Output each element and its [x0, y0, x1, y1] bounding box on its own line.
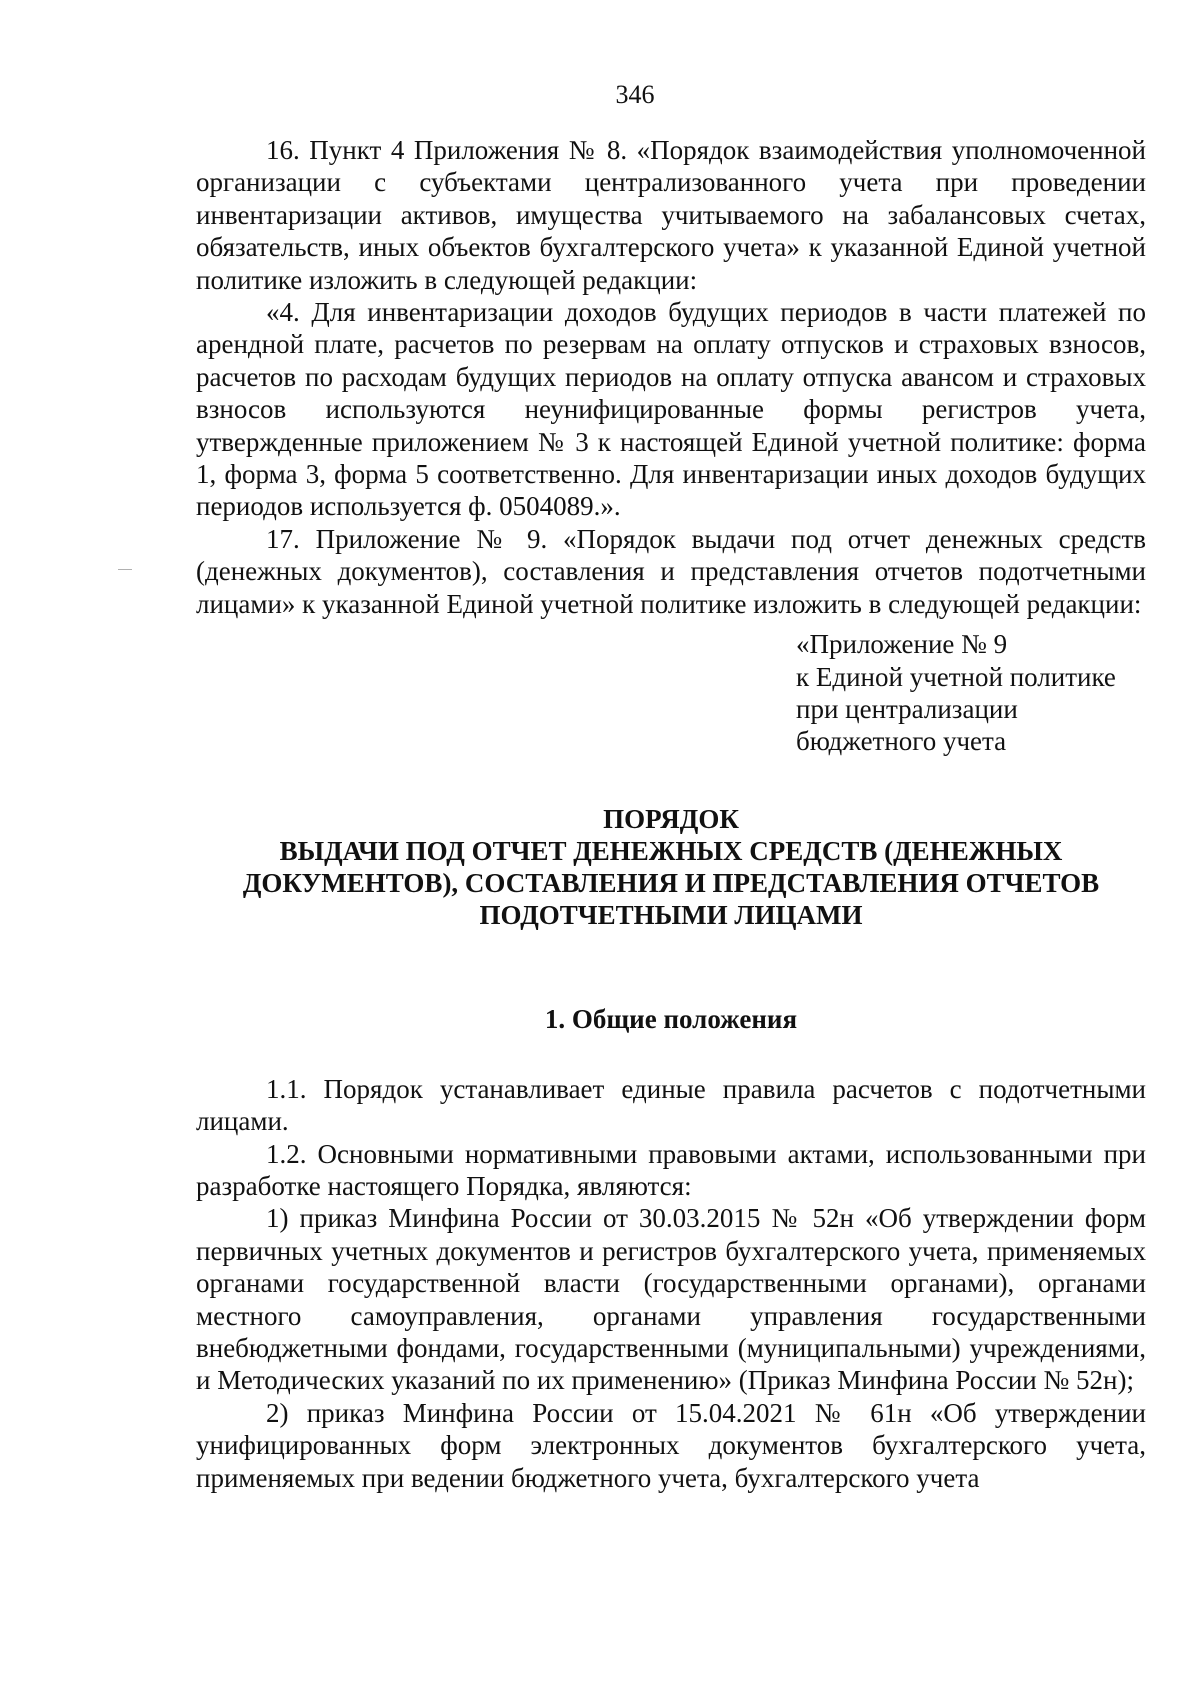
appendix-reference: [796, 628, 1146, 758]
title-line: ДОКУМЕНТОВ), СОСТАВЛЕНИЯ И ПРЕДСТАВЛЕНИЯ ОТЧЕТОВ: [242, 867, 1100, 898]
page-number: 346: [615, 80, 655, 109]
paragraph-16: 16. Пункт 4 Приложения № 8. «Порядок взаимодействия уполномоченной организации с субъектами централизованного учета при проведении инвентаризации активов, имущества учитываемого на забалансовых счетах, обязательств, иных объектов бухгалтерского учета» к указанной Единой учетной политике изложить в следующей редакции:: [196, 135, 1146, 295]
paragraph-1-1: 1.1. Порядок устанавливает единые правила расчетов с подотчетными лицами.: [196, 1073, 1146, 1137]
scan-artifact: [118, 569, 132, 570]
appendix-ref-line: бюджетного учета: [796, 726, 1007, 757]
title-line: ПОРЯДОК: [603, 803, 739, 834]
appendix-ref-line: «Приложение № 9: [796, 629, 1008, 660]
appendix-ref-line: к Единой учетной политике: [796, 661, 1116, 692]
paragraph-17: 17. Приложение № 9. «Порядок выдачи под отчет денежных средств (денежных документов), составления и представления отчетов подотчетными лицами» к указанной Единой учетной политике изложить в следующей редакции:: [196, 523, 1146, 619]
document-title: [196, 803, 1146, 931]
title-line: ВЫДАЧИ ПОД ОТЧЕТ ДЕНЕЖНЫХ СРЕДСТВ (ДЕНЕЖНЫХ: [279, 835, 1063, 866]
document-body: [196, 134, 1146, 1494]
title-line: ПОДОТЧЕТНЫМИ ЛИЦАМИ: [479, 899, 863, 930]
paragraph-1-2: 1.2. Основными нормативными правовыми актами, использованными при разработке настоящего Порядка, являются:: [196, 1138, 1146, 1201]
list-item-2: 2) приказ Минфина России от 15.04.2021 № 61н «Об утверждении унифицированных форм электронных документов бухгалтерского учета, применяемых при ведении бюджетного учета, бухгалтерского учета: [196, 1397, 1146, 1493]
section-heading: 1. Общие положения: [544, 1003, 798, 1034]
list-item-1: 1) приказ Минфина России от 30.03.2015 № 52н «Об утверждении форм первичных учетных документов и регистров бухгалтерского учета, применяемых органами государственной власти (государственными органами), органами местного самоуправления, органами управления государственными внебюджетными фондами, государственными (муниципальными) учреждениями, и Методических указаний по их применению» (Приказ Минфина России № 52н);: [196, 1203, 1146, 1396]
paragraph-4-quote: «4. Для инвентаризации доходов будущих периодов в части платежей по арендной плате, расчетов по резервам на оплату отпусков и страховых взносов, расчетов по расходам будущих периодов на оплату отпуска авансом и страховых взносов используются неунифицированные формы регистров учета, утвержденные приложением № 3 к настоящей Единой учетной политике: форма 1, форма 3, форма 5 соответственно. Для инвентаризации иных доходов будущих периодов используется ф. 0504089.».: [196, 297, 1146, 522]
appendix-ref-line: при централизации: [796, 693, 1018, 724]
